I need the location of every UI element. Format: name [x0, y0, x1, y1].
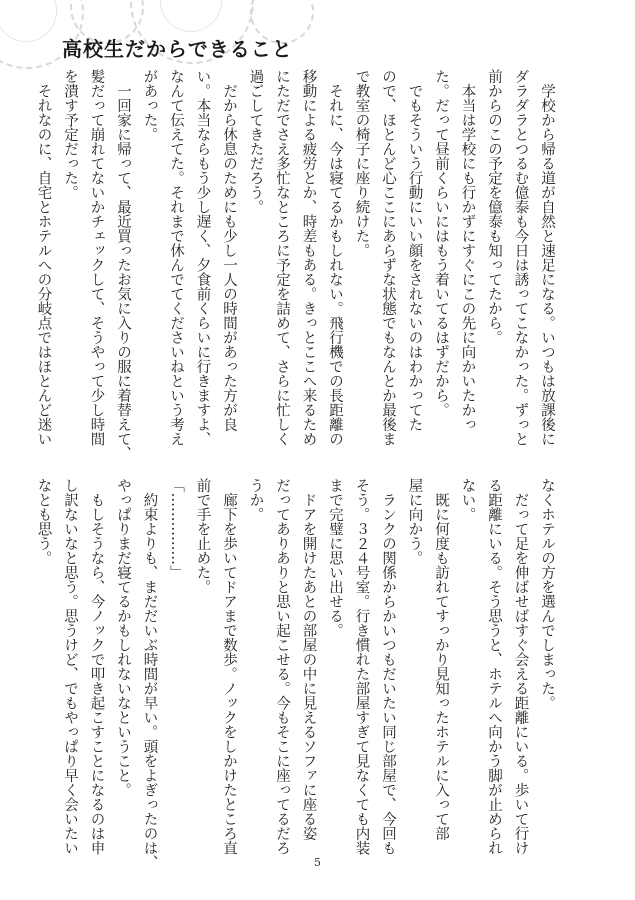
text-line: それなのに、自宅とホテルへの分岐点ではほとんど迷い [35, 69, 52, 446]
text-line: 本当は学校にも行かずにすぐにこの先に向かいたかっ [459, 69, 476, 432]
text-line: 廊下を歩いてドアまで数歩。ノックをしかけたところ直 [221, 478, 237, 855]
text-line: それに、今は寝てるかもしれない。飛行機での長距離の [327, 69, 343, 446]
text-line: だってありありと思い起こせる。今もそこに座ってるだろ [274, 478, 290, 855]
text-line: ので、ほとんど心ここにあらずな状態でもなんとか最後ま [380, 69, 396, 446]
text-line: い。本当ならもう少し遅く、夕食前くらいに行きますよ、 [194, 69, 211, 446]
text-line: にただでさえ多忙なところに予定を詰めて、さらに忙しく [274, 69, 290, 446]
text-line: やっぱりまだ寝てるかもしれないなということ。 [115, 478, 131, 797]
text-line: だから休息のためにも少し一人の時間があった方が良 [221, 69, 237, 432]
text-line: ドアを開けたあとの部屋の中に見えるソファに座る姿 [300, 478, 317, 841]
text-line: 髪だって崩れてないかチェックして、そうやって少し時間 [88, 69, 105, 446]
text-line: を潰す予定だった。 [62, 69, 78, 200]
text-line: 「……………」 [168, 478, 184, 580]
text-line: で教室の椅子に座り続けた。 [353, 69, 370, 258]
text-line: た。だって昼前くらいにはもう着いてるはずだから。 [433, 69, 449, 417]
text-line: なくホテルの方を選んでしまった。 [539, 478, 555, 710]
body-text-lower [35, 478, 560, 870]
text-line: し訳ないなと思う。思うけど、でもやっぱり早く会いたい [62, 478, 78, 855]
text-line: なとも思う。 [35, 478, 52, 565]
text-line: うか。 [247, 478, 264, 522]
page-title: 高校生だからできること [62, 37, 293, 61]
text-line: 既に何度も訪れてすっかり見知ったホテルに入って部 [433, 478, 449, 841]
text-line: ダラダラとつるむ億泰も今日は誘ってこなかった。ずっと [512, 69, 529, 446]
text-line: ない。 [459, 478, 476, 522]
text-line: 屋に向かう。 [406, 478, 423, 565]
text-line: まで完璧に思い出せる。 [327, 478, 343, 638]
text-line: ランクの関係からかいつもだいたい同じ部屋で、今回も [380, 478, 396, 855]
text-line: そう。３２４号室。行き慣れた部屋すぎて見なくても内装 [353, 478, 370, 855]
text-line: 前からのこの予定を億泰も知ってたから。 [486, 69, 502, 345]
text-line: 前で手を止めた。 [194, 478, 211, 594]
text-line: 過ごしてきただろう。 [247, 69, 264, 214]
text-line: があった。 [141, 69, 158, 142]
text-line: 学校から帰る道が自然と速足になる。いつもは放課後に [539, 69, 555, 446]
text-line: だって足を伸ばせばすぐ会える距離にいる。歩いて行け [512, 478, 529, 855]
text-line: もしそうなら、今ノックで叩き起こすことになるのは申 [88, 478, 105, 855]
text-line: 約束よりも、まだだいぶ時間が早い。頭をよぎったのは、 [141, 478, 158, 870]
body-text-upper [35, 69, 560, 461]
text-line: る距離にいる。そう思うと、ホテルへ向かう脚が止められ [486, 478, 502, 855]
text-line: 移動による疲労とか、時差もある。きっとここへ来るため [300, 69, 317, 446]
text-line: なんて伝えてた。それまで休んでてくださいねという考え [168, 69, 184, 446]
text-line: 一回家に帰って、最近買ったお気に入りの服に着替えて、 [115, 69, 131, 461]
text-line: でもそういう行動にいい顔をされないのはわかってた [406, 69, 423, 432]
page-number: 5 [314, 856, 321, 869]
